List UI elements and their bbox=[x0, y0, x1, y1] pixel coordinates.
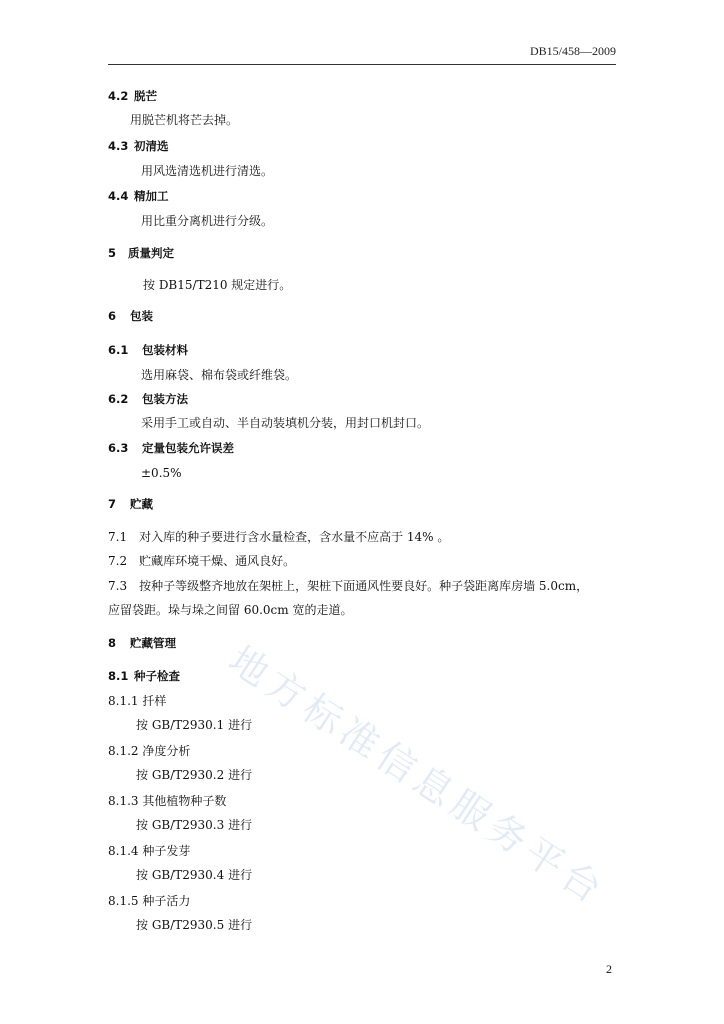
section-heading: 6.1 包装材料 bbox=[108, 343, 188, 357]
paragraph: 按 GB/T2930.3 进行 bbox=[136, 818, 253, 832]
section-heading: 8.1 种子检查 bbox=[108, 669, 180, 683]
paragraph: 按 GB/T2930.5 进行 bbox=[136, 918, 253, 932]
subsection-heading: 8.1.5 种子活力 bbox=[108, 894, 191, 908]
section-heading: 8 贮藏管理 bbox=[108, 636, 176, 650]
subsection-heading: 8.1.2 净度分析 bbox=[108, 744, 191, 758]
section-heading: 6.3 定量包装允许误差 bbox=[108, 441, 234, 455]
paragraph: 采用手工或自动、半自动装填机分装，用封口机封口。 bbox=[141, 416, 430, 430]
paragraph: 应留袋距。垛与垛之间留 60.0cm 宽的走道。 bbox=[108, 603, 353, 617]
section-heading: 4.4 精加工 bbox=[108, 189, 169, 203]
paragraph: 7.1 对入库的种子要进行含水量检查，含水量不应高于 14% 。 bbox=[108, 530, 450, 544]
section-heading: 4.2 脱芒 bbox=[108, 89, 157, 103]
paragraph: 用比重分离机进行分级。 bbox=[141, 214, 274, 228]
paragraph: 用风选清选机进行清选。 bbox=[141, 164, 274, 178]
paragraph: 按 GB/T2930.4 进行 bbox=[136, 868, 253, 882]
subsection-heading: 8.1.4 种子发芽 bbox=[108, 844, 191, 858]
subsection-heading: 8.1.3 其他植物种子数 bbox=[108, 794, 227, 808]
header-rule bbox=[108, 64, 616, 65]
watermark: 地方标准信息服务平台 bbox=[221, 637, 615, 915]
paragraph: 按 DB15/T210 规定进行。 bbox=[143, 278, 292, 292]
section-heading: 6 包装 bbox=[108, 309, 153, 323]
paragraph: 按 GB/T2930.1 进行 bbox=[136, 718, 253, 732]
paragraph: 7.3 按种子等级整齐地放在架桩上，架桩下面通风性要良好。种子袋距离库房墙 5.0cm， bbox=[108, 579, 589, 593]
paragraph: 选用麻袋、棉布袋或纤维袋。 bbox=[141, 368, 298, 382]
paragraph: 按 GB/T2930.2 进行 bbox=[136, 768, 253, 782]
section-heading: 4.3 初清选 bbox=[108, 139, 169, 153]
page-number: 2 bbox=[606, 962, 612, 976]
section-heading: 7 贮藏 bbox=[108, 497, 153, 511]
section-heading: 5 质量判定 bbox=[108, 246, 174, 260]
paragraph: 用脱芒机将芒去掉。 bbox=[130, 113, 239, 127]
subsection-heading: 8.1.1 扦样 bbox=[108, 694, 167, 708]
section-heading: 6.2 包装方法 bbox=[108, 392, 188, 406]
paragraph: ±0.5% bbox=[141, 466, 182, 480]
document-code: DB15/458—2009 bbox=[529, 44, 616, 58]
paragraph: 7.2 贮藏库环境干燥、通风良好。 bbox=[108, 554, 296, 568]
